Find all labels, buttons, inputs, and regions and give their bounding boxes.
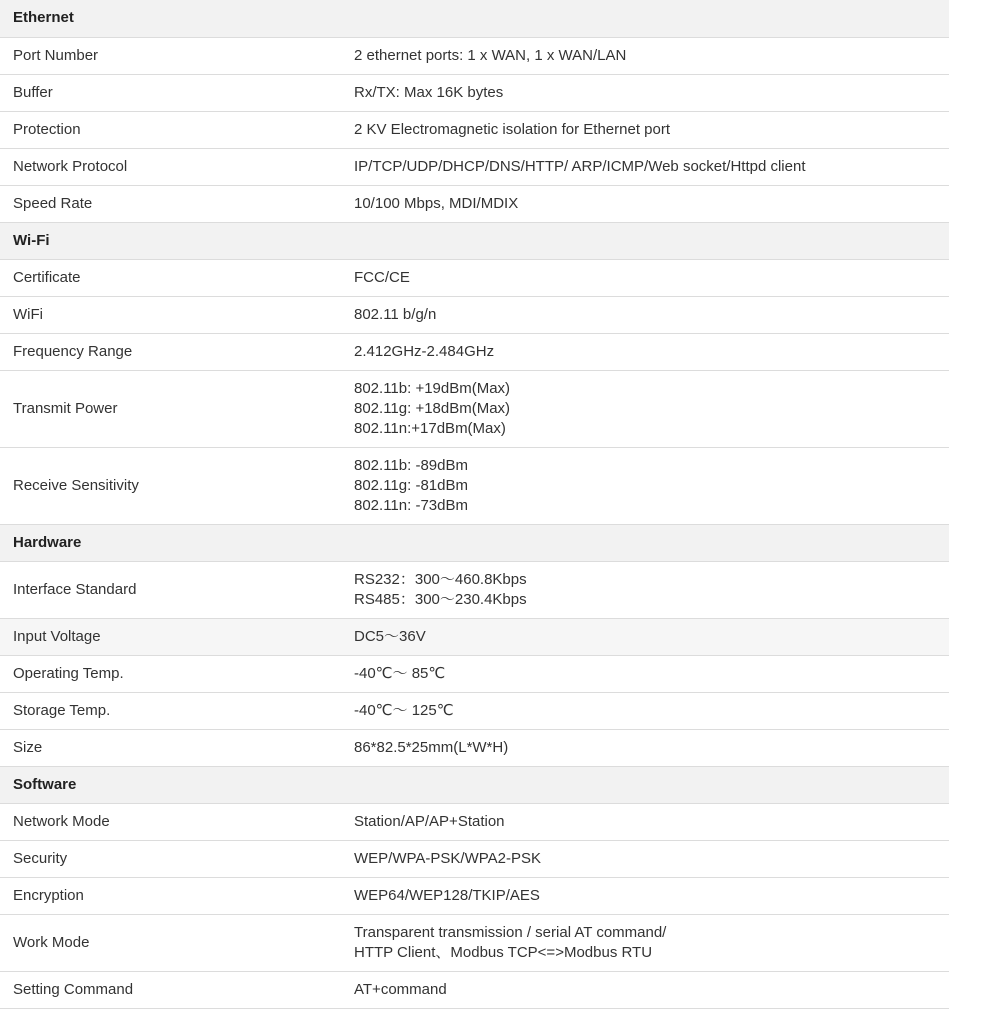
spec-value-line: RS232：300～460.8Kbps bbox=[354, 570, 527, 588]
spec-label: Setting Command bbox=[0, 971, 343, 1008]
spec-row bbox=[0, 914, 949, 971]
spec-label: Size bbox=[0, 729, 343, 766]
spec-row bbox=[0, 877, 949, 914]
spec-label: Operating Temp. bbox=[0, 655, 343, 692]
spec-value-line: WEP/WPA-PSK/WPA2-PSK bbox=[354, 849, 541, 867]
section-header bbox=[0, 222, 949, 259]
spec-value-line: 2 KV Electromagnetic isolation for Ethernet port bbox=[354, 120, 670, 138]
spec-row bbox=[0, 447, 949, 524]
spec-value bbox=[343, 971, 949, 1008]
spec-label: Buffer bbox=[0, 74, 343, 111]
spec-value-line: RS485：300～230.4Kbps bbox=[354, 590, 527, 608]
spec-row bbox=[0, 37, 949, 74]
spec-value-line: 802.11b: +19dBm(Max) bbox=[354, 379, 511, 397]
spec-value-line: Station/AP/AP+Station bbox=[354, 812, 505, 830]
spec-row bbox=[0, 971, 949, 1008]
spec-value-line: 802.11 b/g/n bbox=[354, 305, 437, 323]
spec-row bbox=[0, 803, 949, 840]
spec-value bbox=[343, 914, 949, 971]
spec-value-line: HTTP Client、Modbus TCP<=>Modbus RTU bbox=[354, 943, 653, 961]
spec-label: Input Voltage bbox=[0, 618, 343, 655]
spec-value bbox=[343, 259, 949, 296]
spec-value-line: FCC/CE bbox=[354, 268, 410, 286]
spec-label: Network Mode bbox=[0, 803, 343, 840]
spec-value-line: 2 ethernet ports: 1 x WAN, 1 x WAN/LAN bbox=[354, 46, 627, 64]
spec-label: Security bbox=[0, 840, 343, 877]
spec-value bbox=[343, 148, 949, 185]
spec-value bbox=[343, 840, 949, 877]
spec-value-line: 802.11g: -81dBm bbox=[354, 476, 468, 494]
section-header bbox=[0, 524, 949, 561]
spec-label: Port Number bbox=[0, 37, 343, 74]
spec-value-line: 802.11n: -73dBm bbox=[354, 496, 468, 514]
spec-label: Transmit Power bbox=[0, 370, 343, 447]
section-title: Ethernet bbox=[0, 0, 949, 37]
spec-value bbox=[343, 618, 949, 655]
section-title: Wi-Fi bbox=[0, 222, 949, 259]
spec-label: Speed Rate bbox=[0, 185, 343, 222]
section-title: Software bbox=[0, 766, 949, 803]
spec-row bbox=[0, 561, 949, 618]
spec-value bbox=[343, 111, 949, 148]
spec-label: Encryption bbox=[0, 877, 343, 914]
spec-row bbox=[0, 296, 949, 333]
spec-row bbox=[0, 333, 949, 370]
spec-label: Frequency Range bbox=[0, 333, 343, 370]
spec-row bbox=[0, 111, 949, 148]
spec-value-line: 2.412GHz-2.484GHz bbox=[354, 342, 495, 360]
spec-value-line: 86*82.5*25mm(L*W*H) bbox=[354, 738, 509, 756]
spec-row bbox=[0, 729, 949, 766]
spec-row bbox=[0, 148, 949, 185]
spec-value-line: 10/100 Mbps, MDI/MDIX bbox=[354, 194, 519, 212]
spec-value bbox=[343, 296, 949, 333]
spec-value bbox=[343, 655, 949, 692]
spec-value bbox=[343, 370, 949, 447]
spec-value-line: Rx/TX: Max 16K bytes bbox=[354, 83, 504, 101]
spec-label: Work Mode bbox=[0, 914, 343, 971]
spec-row bbox=[0, 370, 949, 447]
spec-row bbox=[0, 692, 949, 729]
spec-value bbox=[343, 333, 949, 370]
spec-value-line: 802.11g: +18dBm(Max) bbox=[354, 399, 511, 417]
spec-value bbox=[343, 692, 949, 729]
spec-value bbox=[343, 803, 949, 840]
spec-value-line: 802.11n:+17dBm(Max) bbox=[354, 419, 506, 437]
spec-value bbox=[343, 185, 949, 222]
spec-value bbox=[343, 74, 949, 111]
spec-row bbox=[0, 259, 949, 296]
spec-label: Interface Standard bbox=[0, 561, 343, 618]
spec-value-line: -40℃～ 125℃ bbox=[354, 701, 454, 719]
spec-value-line: IP/TCP/UDP/DHCP/DNS/HTTP/ ARP/ICMP/Web socket/Httpd client bbox=[354, 157, 806, 175]
spec-value-line: -40℃～ 85℃ bbox=[354, 664, 446, 682]
section-header bbox=[0, 0, 949, 37]
spec-value bbox=[343, 877, 949, 914]
spec-label: Protection bbox=[0, 111, 343, 148]
spec-value-line: Transparent transmission / serial AT command/ bbox=[354, 923, 667, 941]
spec-label: Receive Sensitivity bbox=[0, 447, 343, 524]
section-title: Hardware bbox=[0, 524, 949, 561]
spec-label: Storage Temp. bbox=[0, 692, 343, 729]
spec-value-line: 802.11b: -89dBm bbox=[354, 456, 468, 474]
spec-row bbox=[0, 74, 949, 111]
spec-value bbox=[343, 37, 949, 74]
spec-label: Certificate bbox=[0, 259, 343, 296]
section-header bbox=[0, 766, 949, 803]
spec-value-line: WEP64/WEP128/TKIP/AES bbox=[354, 886, 540, 904]
spec-value-line: AT+command bbox=[354, 980, 447, 998]
spec-row bbox=[0, 185, 949, 222]
spec-value bbox=[343, 561, 949, 618]
spec-label: WiFi bbox=[0, 296, 343, 333]
spec-row bbox=[0, 840, 949, 877]
spec-row bbox=[0, 618, 949, 655]
spec-value-line: DC5～36V bbox=[354, 627, 426, 645]
spec-row bbox=[0, 655, 949, 692]
spec-label: Network Protocol bbox=[0, 148, 343, 185]
spec-value bbox=[343, 447, 949, 524]
spec-value bbox=[343, 729, 949, 766]
